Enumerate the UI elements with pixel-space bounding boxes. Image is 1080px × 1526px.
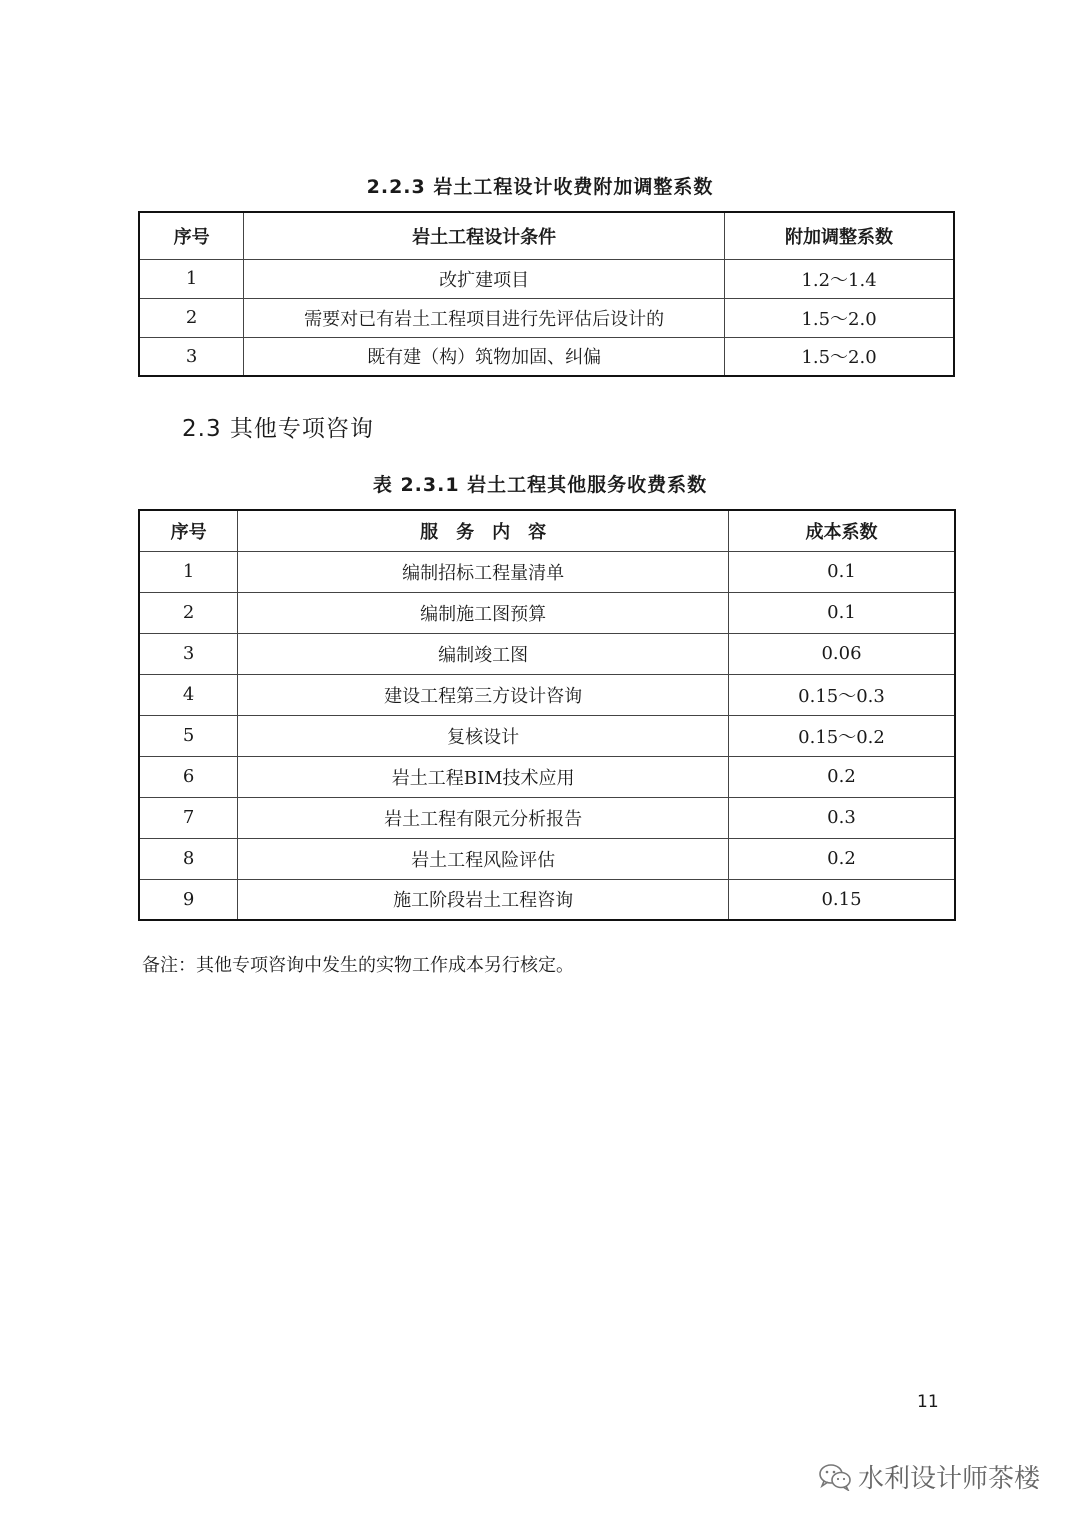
table-row [139,551,955,592]
table-header-row [139,510,955,551]
table-header-row [139,212,954,259]
header-cell: 序号 [139,212,244,259]
table-row [139,259,954,298]
watermark-text: 水利设计师茶楼 [858,1464,1041,1494]
table-row [139,879,955,920]
cell-service: 岩土工程有限元分析报告 [238,797,729,838]
cell-index: 6 [139,756,238,797]
cell-coefficient: 1.5～2.0 [725,298,954,337]
cell-index: 1 [139,259,244,298]
cell-coefficient: 0.1 [729,592,956,633]
cell-coefficient: 0.15～0.2 [729,715,956,756]
cell-condition: 既有建（构）筑物加固、纠偏 [244,337,725,376]
cell-service: 施工阶段岩土工程咨询 [238,879,729,920]
cell-index: 4 [139,674,238,715]
cell-service: 复核设计 [238,715,729,756]
cell-condition: 需要对已有岩土工程项目进行先评估后设计的 [244,298,725,337]
fee-adjustment-table [138,211,955,377]
header-cell: 服 务 内 容 [238,510,729,551]
table-row [139,337,954,376]
table-row [139,674,955,715]
table-row [139,633,955,674]
footnote: 备注：其他专项咨询中发生的实物工作成本另行核定。 [142,955,574,976]
table-row [139,298,954,337]
cell-index: 2 [139,592,238,633]
cell-index: 1 [139,551,238,592]
table-row [139,797,955,838]
cell-coefficient: 0.15 [729,879,956,920]
cell-service: 编制招标工程量清单 [238,551,729,592]
header-cell: 成本系数 [729,510,956,551]
cell-index: 5 [139,715,238,756]
cell-coefficient: 1.5～2.0 [725,337,954,376]
table-row [139,715,955,756]
cell-index: 3 [139,337,244,376]
cell-coefficient: 0.15～0.3 [729,674,956,715]
cell-index: 2 [139,298,244,337]
cell-service: 建设工程第三方设计咨询 [238,674,729,715]
cell-service: 编制竣工图 [238,633,729,674]
table-row [139,838,955,879]
header-cell: 岩土工程设计条件 [244,212,725,259]
table-row [139,592,955,633]
cell-coefficient: 0.3 [729,797,956,838]
cell-service: 编制施工图预算 [238,592,729,633]
table1-title: 2.2.3 岩土工程设计收费附加调整系数 [366,176,714,198]
cell-coefficient: 0.06 [729,633,956,674]
page-number: 11 [917,1392,939,1412]
cell-index: 3 [139,633,238,674]
other-services-table [138,509,956,921]
wechat-icon [818,1463,852,1491]
table2-title: 表 2.3.1 岩土工程其他服务收费系数 [372,474,708,496]
cell-index: 8 [139,838,238,879]
cell-index: 9 [139,879,238,920]
table-row [139,756,955,797]
cell-coefficient: 0.1 [729,551,956,592]
section-heading: 2.3 其他专项咨询 [182,416,374,442]
header-cell: 附加调整系数 [725,212,954,259]
cell-service: 岩土工程风险评估 [238,838,729,879]
cell-condition: 改扩建项目 [244,259,725,298]
header-cell: 序号 [139,510,238,551]
cell-service: 岩土工程BIM技术应用 [238,756,729,797]
cell-index: 7 [139,797,238,838]
cell-coefficient: 1.2～1.4 [725,259,954,298]
cell-coefficient: 0.2 [729,756,956,797]
cell-coefficient: 0.2 [729,838,956,879]
watermark [818,1458,1040,1495]
